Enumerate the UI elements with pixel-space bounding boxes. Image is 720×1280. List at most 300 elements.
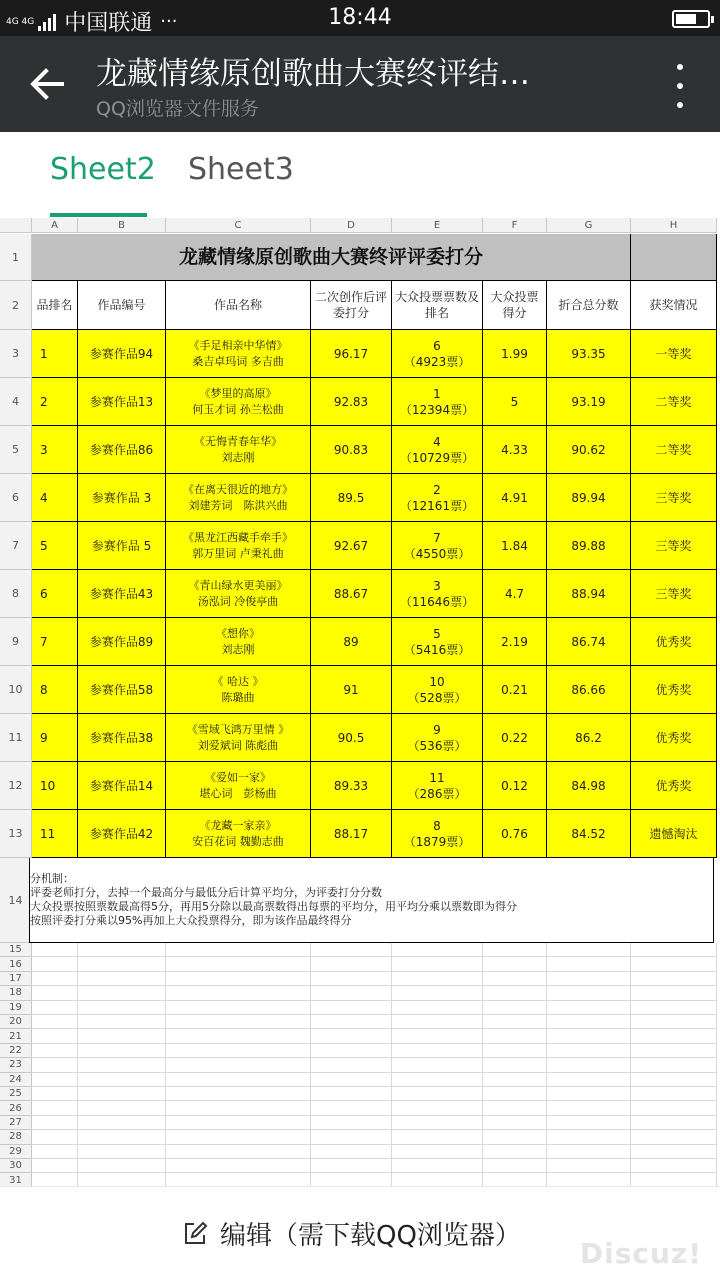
song-title-cell[interactable]: 《雪域飞鸿万里情 》 刘爱斌词 陈彪曲 — [166, 714, 311, 762]
empty-cell[interactable] — [78, 1073, 166, 1087]
empty-cell[interactable] — [32, 1001, 78, 1015]
row-header[interactable]: 23 — [0, 1058, 32, 1072]
table-cell[interactable]: 优秀奖 — [631, 618, 717, 666]
empty-cell[interactable] — [392, 1116, 483, 1130]
empty-cell[interactable] — [392, 1044, 483, 1058]
empty-cell[interactable] — [547, 1130, 631, 1144]
empty-cell[interactable] — [32, 1130, 78, 1144]
empty-cell[interactable] — [483, 986, 547, 1000]
tab-sheet2[interactable]: Sheet2 — [50, 152, 156, 187]
empty-cell[interactable] — [311, 1058, 392, 1072]
empty-cell[interactable] — [78, 972, 166, 986]
empty-cell[interactable] — [392, 1058, 483, 1072]
battery-icon — [672, 10, 710, 28]
table-cell[interactable]: 9 — [32, 714, 78, 762]
table-cell[interactable]: 0.21 — [483, 666, 547, 714]
sheet-corner — [0, 218, 32, 233]
more-options-button[interactable] — [670, 64, 690, 108]
row-header[interactable]: 24 — [0, 1073, 32, 1087]
empty-cell[interactable] — [631, 1145, 717, 1159]
empty-cell[interactable] — [166, 1130, 311, 1144]
page-subtitle: QQ浏览器文件服务 — [96, 98, 259, 120]
dot-icon — [677, 64, 683, 70]
table-cell[interactable]: 5 — [483, 378, 547, 426]
empty-cell[interactable] — [547, 1087, 631, 1101]
empty-cell[interactable] — [547, 972, 631, 986]
row-header[interactable]: 21 — [0, 1029, 32, 1043]
table-cell[interactable]: 6 （4923票） — [392, 330, 483, 378]
song-title-cell[interactable]: 《在离天很近的地方》 刘建芳词 陈洪兴曲 — [166, 474, 311, 522]
empty-cell[interactable] — [483, 1101, 547, 1115]
empty-cell[interactable] — [311, 1029, 392, 1043]
table-cell[interactable]: 参赛作品89 — [78, 618, 166, 666]
empty-cell[interactable] — [166, 1116, 311, 1130]
sheet-title[interactable]: 龙藏情缘原创歌曲大赛终评评委打分 — [32, 234, 631, 281]
bottom-bar — [0, 1186, 720, 1280]
table-cell[interactable]: 8 （1879票） — [392, 810, 483, 858]
table-cell[interactable]: 2.19 — [483, 618, 547, 666]
row-header[interactable]: 8 — [0, 570, 32, 618]
empty-cell[interactable] — [547, 1058, 631, 1072]
column-title[interactable]: 大众投票 得分 — [483, 281, 547, 330]
empty-cell[interactable] — [483, 1159, 547, 1173]
empty-cell[interactable] — [392, 1087, 483, 1101]
empty-cell[interactable] — [392, 1159, 483, 1173]
song-title-cell[interactable]: 《梦里的高原》 何玉才词 孙兰松曲 — [166, 378, 311, 426]
empty-cell[interactable] — [78, 1116, 166, 1130]
column-header[interactable]: G — [547, 218, 631, 233]
table-cell[interactable]: 参赛作品 3 — [78, 474, 166, 522]
table-cell[interactable]: 三等奖 — [631, 570, 717, 618]
empty-cell[interactable] — [631, 1015, 717, 1029]
empty-cell[interactable] — [392, 1029, 483, 1043]
empty-cell[interactable] — [166, 1159, 311, 1173]
table-cell[interactable] — [631, 234, 717, 281]
empty-cell[interactable] — [32, 1044, 78, 1058]
empty-cell[interactable] — [32, 972, 78, 986]
table-cell[interactable]: 86.66 — [547, 666, 631, 714]
row-header[interactable]: 1 — [0, 234, 32, 281]
empty-cell[interactable] — [392, 943, 483, 957]
empty-cell[interactable] — [631, 943, 717, 957]
empty-cell[interactable] — [32, 1101, 78, 1115]
empty-cell[interactable] — [78, 1044, 166, 1058]
column-title[interactable]: 作品名称 — [166, 281, 311, 330]
column-header[interactable]: D — [311, 218, 392, 233]
table-cell[interactable]: 优秀奖 — [631, 666, 717, 714]
song-title-cell[interactable]: 《黑龙江西藏手牵手》 郭万里词 卢秉礼曲 — [166, 522, 311, 570]
song-title-cell[interactable]: 《手足相亲中华情》 桑吉卓玛词 多吉曲 — [166, 330, 311, 378]
column-header[interactable]: A — [32, 218, 78, 233]
table-cell[interactable]: 96.17 — [311, 330, 392, 378]
row-header[interactable]: 2 — [0, 281, 32, 330]
table-cell[interactable]: 8 — [32, 666, 78, 714]
empty-cell[interactable] — [311, 1173, 392, 1186]
table-cell[interactable]: 90.5 — [311, 714, 392, 762]
empty-cell[interactable] — [483, 1116, 547, 1130]
empty-cell[interactable] — [166, 1073, 311, 1087]
table-cell[interactable]: 1.84 — [483, 522, 547, 570]
empty-cell[interactable] — [392, 986, 483, 1000]
empty-cell[interactable] — [311, 1130, 392, 1144]
table-cell[interactable]: 93.19 — [547, 378, 631, 426]
empty-cell[interactable] — [483, 1058, 547, 1072]
empty-cell[interactable] — [483, 1029, 547, 1043]
table-cell[interactable]: 参赛作品94 — [78, 330, 166, 378]
table-cell[interactable]: 92.67 — [311, 522, 392, 570]
empty-cell[interactable] — [547, 957, 631, 971]
table-cell[interactable]: 一等奖 — [631, 330, 717, 378]
edit-label: 编辑（需下载QQ浏览器） — [220, 1221, 521, 1251]
table-cell[interactable]: 9 （536票） — [392, 714, 483, 762]
empty-cell[interactable] — [547, 1044, 631, 1058]
empty-cell[interactable] — [311, 1116, 392, 1130]
empty-cell[interactable] — [392, 1130, 483, 1144]
arrow-left-icon — [22, 58, 74, 110]
empty-cell[interactable] — [166, 1145, 311, 1159]
table-cell[interactable]: 10 （528票） — [392, 666, 483, 714]
empty-cell[interactable] — [392, 1145, 483, 1159]
table-cell[interactable]: 5 （5416票） — [392, 618, 483, 666]
empty-cell[interactable] — [547, 1145, 631, 1159]
app-header — [0, 36, 720, 132]
empty-cell[interactable] — [631, 986, 717, 1000]
row-header[interactable]: 17 — [0, 972, 32, 986]
table-cell[interactable]: 11 （286票） — [392, 762, 483, 810]
empty-cell[interactable] — [392, 1001, 483, 1015]
empty-cell[interactable] — [483, 1173, 547, 1186]
empty-cell[interactable] — [78, 1145, 166, 1159]
song-title-cell[interactable]: 《无悔青春年华》 刘志刚 — [166, 426, 311, 474]
empty-cell[interactable] — [32, 986, 78, 1000]
status-bar — [0, 0, 720, 36]
empty-cell[interactable] — [166, 1101, 311, 1115]
table-cell[interactable]: 优秀奖 — [631, 714, 717, 762]
row-header[interactable]: 26 — [0, 1101, 32, 1115]
empty-cell[interactable] — [32, 1015, 78, 1029]
empty-cell[interactable] — [78, 1101, 166, 1115]
table-cell[interactable]: 二等奖 — [631, 426, 717, 474]
table-cell[interactable]: 参赛作品38 — [78, 714, 166, 762]
empty-cell[interactable] — [311, 972, 392, 986]
empty-cell[interactable] — [311, 1087, 392, 1101]
table-cell[interactable]: 3 — [32, 426, 78, 474]
empty-cell[interactable] — [32, 1029, 78, 1043]
empty-cell[interactable] — [311, 1159, 392, 1173]
song-title-cell[interactable]: 《 哈达 》 陈璐曲 — [166, 666, 311, 714]
table-cell[interactable]: 88.67 — [311, 570, 392, 618]
page-title: 龙藏情缘原创歌曲大赛终评结… — [96, 56, 530, 92]
row-header[interactable]: 10 — [0, 666, 32, 714]
table-cell[interactable]: 参赛作品58 — [78, 666, 166, 714]
scoring-notes[interactable]: 分机制： 评委老师打分，去掉一个最高分与最低分后计算平均分，为评委打分分数 大众投票按照票数最高得5分，再用5分除以最高票数得出每票的平均分，用平均分乘以票数即为得分 按照评委打分乘以95%再加上大众投票得分，即为该作品最终得分 — [29, 858, 714, 943]
empty-cell[interactable] — [166, 1015, 311, 1029]
table-cell[interactable]: 0.76 — [483, 810, 547, 858]
empty-cell[interactable] — [547, 1116, 631, 1130]
empty-cell[interactable] — [483, 943, 547, 957]
row-header[interactable]: 14 — [0, 858, 32, 943]
table-cell[interactable]: 84.98 — [547, 762, 631, 810]
empty-cell[interactable] — [78, 1130, 166, 1144]
table-cell[interactable]: 0.12 — [483, 762, 547, 810]
empty-cell[interactable] — [483, 957, 547, 971]
watermark: Discuz! — [579, 1237, 702, 1270]
empty-cell[interactable] — [166, 1029, 311, 1043]
table-cell[interactable]: 89.94 — [547, 474, 631, 522]
empty-cell[interactable] — [78, 1001, 166, 1015]
table-cell[interactable]: 4.91 — [483, 474, 547, 522]
empty-cell[interactable] — [78, 957, 166, 971]
sheet-tabs — [0, 132, 720, 218]
empty-cell[interactable] — [392, 957, 483, 971]
song-title-cell[interactable]: 《龙藏一家亲》 安百花词 魏勤志曲 — [166, 810, 311, 858]
empty-cell[interactable] — [631, 1159, 717, 1173]
empty-cell[interactable] — [392, 1015, 483, 1029]
edit-button[interactable] — [182, 1215, 521, 1252]
empty-cell[interactable] — [78, 1173, 166, 1186]
empty-cell[interactable] — [483, 1087, 547, 1101]
empty-cell[interactable] — [483, 1130, 547, 1144]
column-title[interactable]: 折合总分数 — [547, 281, 631, 330]
empty-cell[interactable] — [392, 1173, 483, 1186]
table-cell[interactable]: 7 （4550票） — [392, 522, 483, 570]
empty-cell[interactable] — [631, 1001, 717, 1015]
empty-cell[interactable] — [311, 1101, 392, 1115]
empty-cell[interactable] — [166, 1044, 311, 1058]
empty-cell[interactable] — [631, 1058, 717, 1072]
back-button[interactable] — [22, 58, 74, 110]
table-cell[interactable]: 6 — [32, 570, 78, 618]
empty-cell[interactable] — [311, 1073, 392, 1087]
table-cell[interactable]: 5 — [32, 522, 78, 570]
table-cell[interactable]: 4.33 — [483, 426, 547, 474]
empty-cell[interactable] — [32, 1058, 78, 1072]
empty-cell[interactable] — [392, 1073, 483, 1087]
row-header[interactable]: 5 — [0, 426, 32, 474]
table-cell[interactable]: 89.88 — [547, 522, 631, 570]
table-cell[interactable]: 93.35 — [547, 330, 631, 378]
empty-cell[interactable] — [547, 986, 631, 1000]
row-header[interactable]: 6 — [0, 474, 32, 522]
empty-cell[interactable] — [483, 1044, 547, 1058]
empty-cell[interactable] — [631, 1173, 717, 1186]
empty-cell[interactable] — [78, 986, 166, 1000]
table-cell[interactable]: 3 （11646票） — [392, 570, 483, 618]
table-cell[interactable]: 4.7 — [483, 570, 547, 618]
empty-cell[interactable] — [32, 1159, 78, 1173]
empty-cell[interactable] — [311, 1044, 392, 1058]
empty-cell[interactable] — [631, 972, 717, 986]
empty-cell[interactable] — [547, 1159, 631, 1173]
empty-cell[interactable] — [483, 1073, 547, 1087]
column-title[interactable]: 作品编号 — [78, 281, 166, 330]
empty-cell[interactable] — [32, 1145, 78, 1159]
table-cell[interactable]: 三等奖 — [631, 474, 717, 522]
empty-cell[interactable] — [631, 1044, 717, 1058]
table-cell[interactable]: 2 （12161票） — [392, 474, 483, 522]
row-header[interactable]: 12 — [0, 762, 32, 810]
empty-cell[interactable] — [32, 1087, 78, 1101]
table-cell[interactable]: 4 — [32, 474, 78, 522]
network-type: 4G 4G — [6, 16, 35, 27]
empty-cell[interactable] — [483, 1015, 547, 1029]
empty-cell[interactable] — [392, 972, 483, 986]
table-cell[interactable]: 优秀奖 — [631, 762, 717, 810]
clock: 18:44 — [328, 5, 392, 30]
row-header[interactable]: 28 — [0, 1130, 32, 1144]
empty-cell[interactable] — [78, 1087, 166, 1101]
table-cell[interactable]: 参赛作品14 — [78, 762, 166, 810]
dot-icon — [677, 83, 683, 89]
song-title-cell[interactable]: 《爱如一家》 堪心词 彭杨曲 — [166, 762, 311, 810]
column-title[interactable]: 获奖情况 — [631, 281, 717, 330]
table-cell[interactable]: 89.33 — [311, 762, 392, 810]
row-header[interactable]: 13 — [0, 810, 32, 858]
empty-cell[interactable] — [483, 1145, 547, 1159]
edit-icon — [182, 1221, 208, 1247]
row-header[interactable]: 4 — [0, 378, 32, 426]
empty-cell[interactable] — [166, 1001, 311, 1015]
empty-cell[interactable] — [311, 1015, 392, 1029]
column-title[interactable]: 二次创作后评 委打分 — [311, 281, 392, 330]
empty-cell[interactable] — [32, 1173, 78, 1186]
row-header[interactable]: 15 — [0, 943, 32, 957]
row-header[interactable]: 11 — [0, 714, 32, 762]
empty-cell[interactable] — [631, 1116, 717, 1130]
empty-cell[interactable] — [32, 957, 78, 971]
empty-cell[interactable] — [547, 1029, 631, 1043]
empty-cell[interactable] — [631, 957, 717, 971]
empty-cell[interactable] — [78, 1029, 166, 1043]
empty-cell[interactable] — [547, 1073, 631, 1087]
empty-cell[interactable] — [166, 972, 311, 986]
spreadsheet[interactable] — [0, 218, 720, 1186]
empty-cell[interactable] — [547, 1001, 631, 1015]
table-cell[interactable]: 二等奖 — [631, 378, 717, 426]
song-title-cell[interactable]: 《想你》 刘志刚 — [166, 618, 311, 666]
empty-cell[interactable] — [392, 1101, 483, 1115]
column-title[interactable]: 大众投票票数及 排名 — [392, 281, 483, 330]
table-cell[interactable]: 2 — [32, 378, 78, 426]
table-cell[interactable]: 参赛作品13 — [78, 378, 166, 426]
table-cell[interactable]: 参赛作品 5 — [78, 522, 166, 570]
row-header[interactable]: 7 — [0, 522, 32, 570]
row-header[interactable]: 16 — [0, 957, 32, 971]
empty-cell[interactable] — [32, 1073, 78, 1087]
table-cell[interactable]: 参赛作品86 — [78, 426, 166, 474]
table-cell[interactable]: 7 — [32, 618, 78, 666]
empty-cell[interactable] — [32, 1116, 78, 1130]
empty-cell[interactable] — [311, 1145, 392, 1159]
dot-icon — [677, 102, 683, 108]
carrier-name: 中国联通 — [64, 11, 153, 36]
table-cell[interactable]: 90.83 — [311, 426, 392, 474]
tab-sheet3[interactable]: Sheet3 — [188, 152, 294, 187]
empty-cell[interactable] — [166, 1087, 311, 1101]
row-header[interactable]: 30 — [0, 1159, 32, 1173]
table-cell[interactable]: 89.5 — [311, 474, 392, 522]
table-cell[interactable]: 10 — [32, 762, 78, 810]
table-cell[interactable]: 三等奖 — [631, 522, 717, 570]
row-header[interactable]: 29 — [0, 1145, 32, 1159]
empty-cell[interactable] — [78, 943, 166, 957]
empty-cell[interactable] — [311, 986, 392, 1000]
empty-cell[interactable] — [166, 957, 311, 971]
column-header[interactable]: E — [392, 218, 483, 233]
empty-cell[interactable] — [166, 1058, 311, 1072]
empty-cell[interactable] — [631, 1029, 717, 1043]
empty-cell[interactable] — [547, 1173, 631, 1186]
row-header[interactable]: 31 — [0, 1173, 32, 1186]
table-cell[interactable]: 1 （12394票） — [392, 378, 483, 426]
row-header[interactable]: 25 — [0, 1087, 32, 1101]
empty-cell[interactable] — [311, 943, 392, 957]
empty-cell[interactable] — [483, 1001, 547, 1015]
table-cell[interactable]: 11 — [32, 810, 78, 858]
empty-cell[interactable] — [631, 1087, 717, 1101]
table-cell[interactable]: 90.62 — [547, 426, 631, 474]
empty-cell[interactable] — [547, 1101, 631, 1115]
table-cell[interactable]: 86.74 — [547, 618, 631, 666]
empty-cell[interactable] — [32, 943, 78, 957]
column-header[interactable]: C — [166, 218, 311, 233]
empty-cell[interactable] — [631, 1073, 717, 1087]
empty-cell[interactable] — [547, 943, 631, 957]
empty-cell[interactable] — [78, 1015, 166, 1029]
column-header[interactable]: F — [483, 218, 547, 233]
empty-cell[interactable] — [311, 957, 392, 971]
empty-cell[interactable] — [78, 1058, 166, 1072]
empty-cell[interactable] — [483, 972, 547, 986]
empty-cell[interactable] — [631, 1101, 717, 1115]
empty-cell[interactable] — [631, 1130, 717, 1144]
table-cell[interactable]: 参赛作品43 — [78, 570, 166, 618]
table-cell[interactable]: 4 （10729票） — [392, 426, 483, 474]
row-header[interactable]: 3 — [0, 330, 32, 378]
row-header[interactable]: 19 — [0, 1001, 32, 1015]
song-title-cell[interactable]: 《青山绿水更美丽》 汤泓词 冷俊亭曲 — [166, 570, 311, 618]
table-cell[interactable]: 91 — [311, 666, 392, 714]
table-cell[interactable]: 92.83 — [311, 378, 392, 426]
empty-cell[interactable] — [311, 1001, 392, 1015]
row-header[interactable]: 20 — [0, 1015, 32, 1029]
empty-cell[interactable] — [166, 986, 311, 1000]
row-header[interactable]: 22 — [0, 1044, 32, 1058]
column-title[interactable]: 品排名 — [32, 281, 78, 330]
table-cell[interactable]: 参赛作品42 — [78, 810, 166, 858]
status-dots: ··· — [160, 11, 178, 32]
table-cell[interactable]: 88.94 — [547, 570, 631, 618]
table-cell[interactable]: 89 — [311, 618, 392, 666]
table-cell[interactable]: 0.22 — [483, 714, 547, 762]
row-header[interactable]: 18 — [0, 986, 32, 1000]
empty-cell[interactable] — [166, 1173, 311, 1186]
empty-cell[interactable] — [78, 1159, 166, 1173]
active-tab-indicator — [50, 213, 147, 217]
table-cell[interactable]: 84.52 — [547, 810, 631, 858]
column-header[interactable]: H — [631, 218, 717, 233]
table-cell[interactable]: 1 — [32, 330, 78, 378]
table-cell[interactable]: 86.2 — [547, 714, 631, 762]
row-header[interactable]: 9 — [0, 618, 32, 666]
table-cell[interactable]: 遗憾淘汰 — [631, 810, 717, 858]
empty-cell[interactable] — [166, 943, 311, 957]
row-header[interactable]: 27 — [0, 1116, 32, 1130]
empty-cell[interactable] — [547, 1015, 631, 1029]
table-cell[interactable]: 88.17 — [311, 810, 392, 858]
column-header[interactable]: B — [78, 218, 166, 233]
table-cell[interactable]: 1.99 — [483, 330, 547, 378]
